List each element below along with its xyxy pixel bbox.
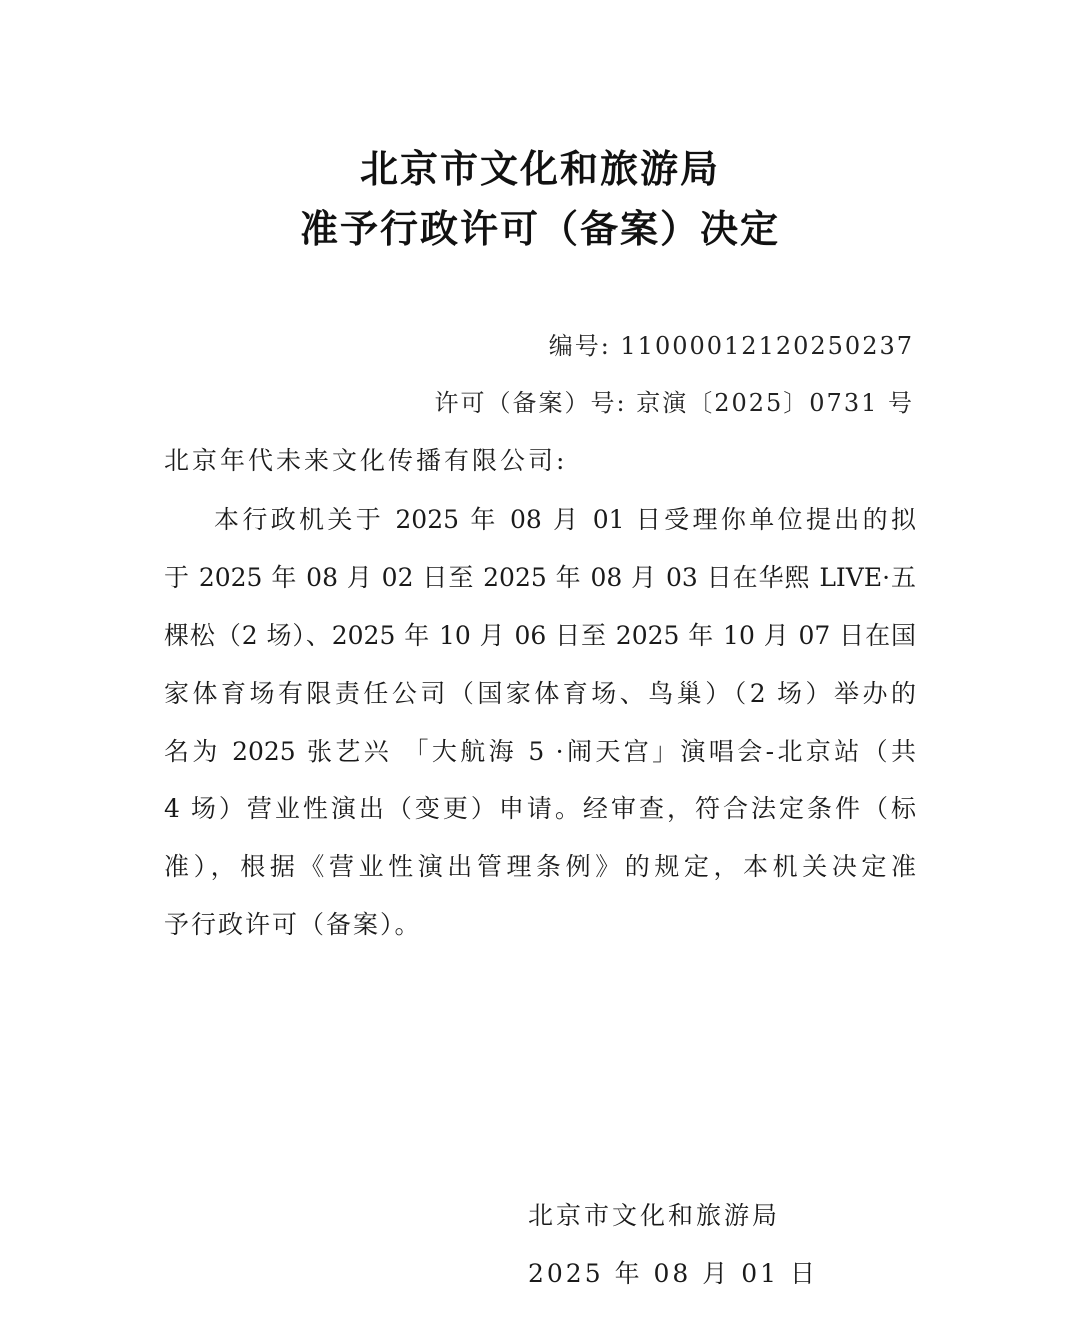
- body-line: 予行政许可（备案）。: [164, 910, 422, 939]
- issuer-signature: 北京市文化和旅游局: [528, 1201, 781, 1230]
- body-line: 于 2025 年 08 月 02 日至 2025 年 08 月 03 日在华熙 LIVE·五: [164, 563, 916, 592]
- body-line: 本行政机关于 2025 年 08 月 01 日受理你单位提出的拟: [214, 505, 916, 534]
- issue-date: 2025 年 08 月 01 日: [528, 1259, 818, 1288]
- document-number: 编号: 11000012120250237: [548, 332, 914, 360]
- body-line: 4 场）营业性演出（变更）申请。经审查，符合法定条件（标: [164, 794, 916, 823]
- body-line: 棵松（2 场）、2025 年 10 月 06 日至 2025 年 10 月 07 日在国: [164, 621, 916, 650]
- document-title-line-1: 北京市文化和旅游局: [359, 147, 720, 191]
- permit-number: 许可（备案）号: 京演〔2025〕0731 号: [434, 389, 914, 417]
- body-line: 名为 2025 张艺兴 「大航海 5 ·闹天宫」演唱会-北京站（共: [164, 737, 916, 766]
- body-line: 家体育场有限责任公司（国家体育场、鸟巢）（2 场）举办的: [164, 679, 916, 708]
- document-title-line-2: 准予行政许可（备案）决定: [299, 207, 780, 251]
- addressee: 北京年代未来文化传播有限公司:: [164, 446, 568, 475]
- body-line: 准），根据《营业性演出管理条例》的规定，本机关决定准: [164, 852, 916, 881]
